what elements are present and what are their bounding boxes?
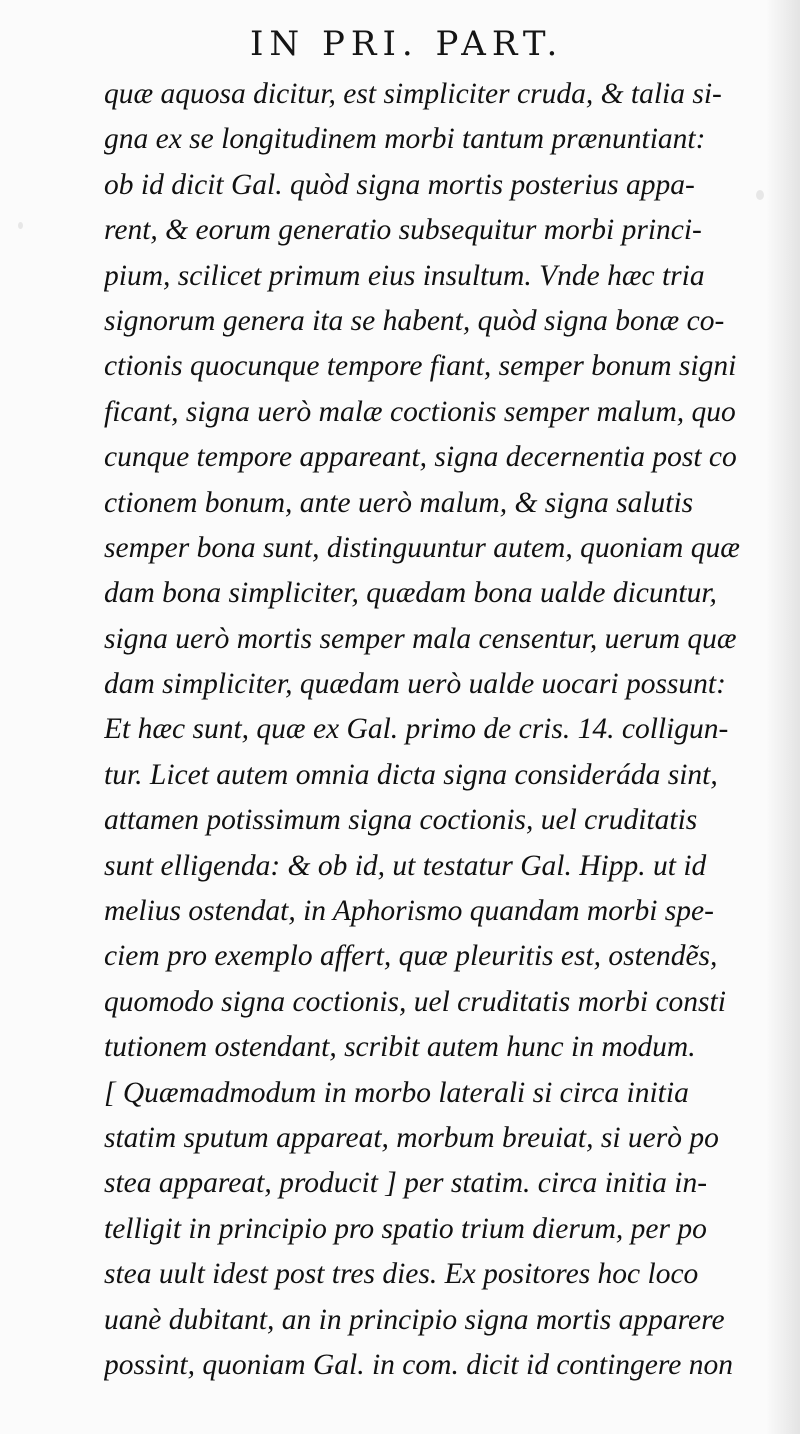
- ink-blot: [18, 222, 23, 229]
- text-line: cunque tempore appareant, signa decernentia post co: [104, 441, 737, 474]
- text-line: stea appareat, producit ] per statim. circa initia in-: [104, 1167, 708, 1200]
- text-line: attamen potissimum signa coctionis, uel cruditatis: [104, 804, 698, 837]
- text-line: tutionem ostendant, scribit autem hunc in modum.: [104, 1031, 696, 1064]
- text-line: gna ex se longitudinem morbi tantum prænuntiant:: [104, 123, 706, 156]
- text-line: semper bona sunt, distinguuntur autem, quoniam quæ: [104, 531, 740, 564]
- text-line: melius ostendat, in Aphorismo quandam morbi spe-: [104, 895, 714, 928]
- body-text: [104, 72, 788, 1412]
- text-line: uanè dubitant, an in principio signa mortis apparere: [104, 1303, 725, 1336]
- text-line: rent, & eorum generatio subsequitur morbi princi-: [104, 214, 702, 247]
- text-line: statim sputum appareat, morbum breuiat, si uerò po: [104, 1121, 719, 1154]
- text-line: quæ aquosa dicitur, est simpliciter cruda, & talia si-: [104, 78, 722, 110]
- text-line: ciem pro exemplo affert, quæ pleuritis est, ostendẽs,: [104, 940, 718, 973]
- text-line: ctionem bonum, ante uerò malum, & signa salutis: [104, 486, 694, 519]
- text-line: sunt elligenda: & ob id, ut testatur Gal. Hipp. ut id: [104, 849, 707, 882]
- text-line: pium, scilicet primum eius insultum. Vnde hæc tria: [104, 259, 705, 292]
- text-line: signorum genera ita se habent, quòd signa bonæ co-: [104, 304, 725, 337]
- text-line: signa uerò mortis semper mala censentur, uerum quæ: [104, 622, 737, 655]
- text-line: ficant, signa uerò malæ coctionis semper malum, quo: [104, 395, 736, 428]
- running-header: IN PRI. PART.: [250, 24, 564, 64]
- text-line: ob id dicit Gal. quòd signa mortis posterius appa-: [104, 168, 695, 201]
- text-line: dam simpliciter, quædam uerò ualde uocari possunt:: [104, 668, 726, 701]
- text-line: dam bona simpliciter, quædam bona ualde dicuntur,: [104, 577, 717, 610]
- text-line: ctionis quocunque tempore fiant, semper bonum signi: [104, 350, 737, 383]
- text-line: quomodo signa coctionis, uel cruditatis morbi consti: [104, 985, 726, 1018]
- text-line: tur. Licet autem omnia dicta signa consideráda sint,: [104, 758, 718, 791]
- text-line: telligit in principio pro spatio trium dierum, per po: [104, 1212, 707, 1245]
- text-line: stea uult idest post tres dies. Ex positores hoc loco: [104, 1258, 699, 1291]
- text-line: [ Quæmadmodum in morbo laterali si circa initia: [104, 1076, 689, 1109]
- text-line: possint, quoniam Gal. in com. dicit id contingere non: [104, 1348, 734, 1381]
- text-line: Et hæc sunt, quæ ex Gal. primo de cris. 14. colligun-: [104, 713, 729, 746]
